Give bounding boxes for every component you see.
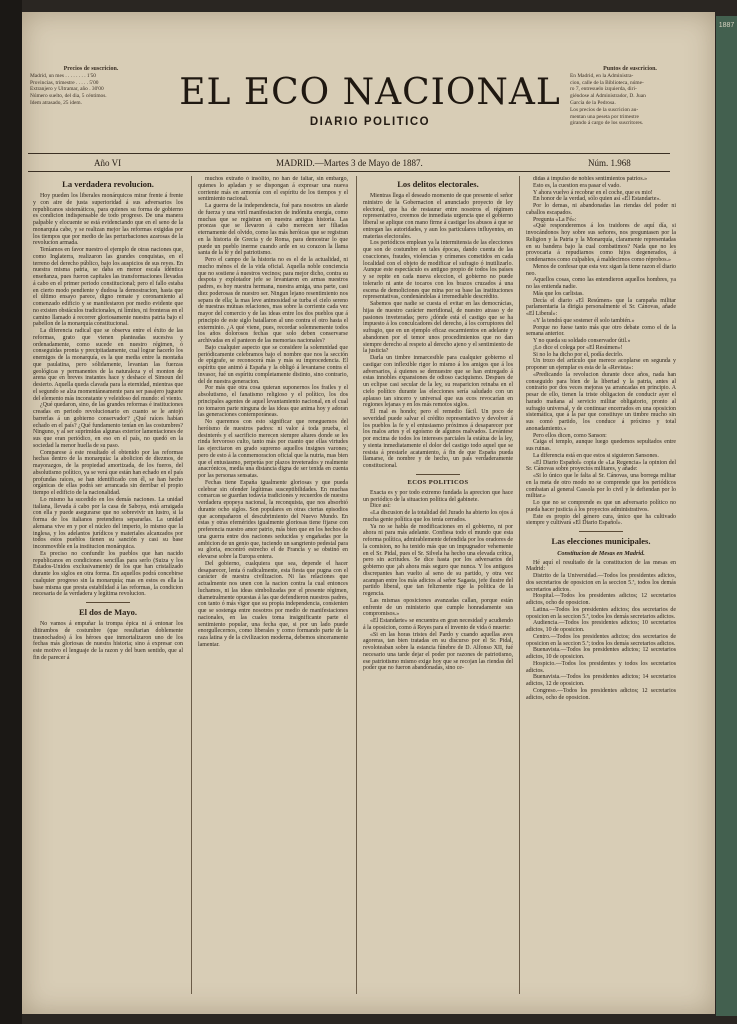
dateline-bar bbox=[28, 157, 670, 169]
subscription-line: Idem atrasado, 25 idem. bbox=[30, 99, 82, 106]
article-paragraph: Buenavista.—Todos los presidentes adictos; 12 secretarios adictos, 10 de oposicion. bbox=[526, 647, 676, 660]
column-4 bbox=[526, 176, 676, 996]
article-paragraph: Si no lo ha dicho por el, podía decirlo. bbox=[533, 351, 624, 358]
subscription-line: ro 7, entresuelo izquierda, diri- bbox=[570, 86, 637, 93]
article-paragraph: Distrito de la Universidad.—Todos los presidentes adictos, dos secretarios de oposicion en la seccion 5.ª, todos los demás secretarios adictos. bbox=[526, 573, 676, 593]
article-paragraph: No vamos á empuñar la trompa épica ni á entonar los ditirambos de costumbre (que resultarian doblemente trasnochados) á los héroes que inmortalizaron uno de los fechas más gloriosas de nuestra historia; sino á expresar con este motivo el lenguaje de la razon y del buen sentido, que al fin de parecer á bbox=[33, 621, 183, 661]
article-paragraph: Comparese á este resultado el obtenido por las reformas hechas dentro de la monarquía: la abolicion de diezmos, de mayorazgos, de la propiedad amortizada, de los fueros, del absolutismo político, ya se verá que están han echado en el país profundas raíces, se han identificado con él, se han hecho orgánicas de ellas podrá ser arrancada sin derribar el propio tiempo el edificio de la nacionalidad. bbox=[33, 449, 183, 496]
column-separator bbox=[356, 176, 357, 994]
article-paragraph: «El Estandarte» se encuentra en gran necesidad y acudiendo á la oposicion, como á Reyes para el invento de vida ó muerte: bbox=[363, 618, 513, 631]
headline-verdadera-revolucion: La verdadera revolucion. bbox=[62, 179, 154, 189]
subscription-points bbox=[570, 66, 690, 127]
newspaper-subtitle: DIARIO POLITICO bbox=[309, 116, 431, 128]
masthead-rule-top bbox=[28, 153, 670, 154]
article-paragraph: «Predicando la revolucion durante doce años, nada han conseguido para bien de la libertad y la patria, antes al contrario por dos veces mejoras ya arrancadas en principio. A pesar de ello, tienen la triste obligacion de conducir ayer el harado mañana al servicio militar obligatorio, pronto al sufragio universal, y de continuar encerrados en una oposicion sistemática, que á la par que constituye un timbre mucho sin sus comó partido, los conduce á próximo y total anonadamiento.» bbox=[526, 371, 676, 432]
subscription-line: giéndose al Administrador, D. Juan bbox=[570, 93, 646, 100]
subscription-line: Extranjero y Ultramar, año . 30'00 bbox=[30, 86, 104, 93]
article-paragraph: Hospicio.—Todos los presidentes y todos los secretarios adictos. bbox=[526, 660, 676, 674]
article-paragraph: No queremos con esto significar que reneguemos del heróismo de nuestros padres: ni valor á toda prueba, el desinterés y el sacrificio merecen siempre altares donde se les rinda fervoroso culto, tanto más por cuanto que ellas virtudes las ejercitaron en grado supremo aquellos insignes varones; pero de esto á la conmemoracion oficial que la nutria, mas bien que el entusiasmo, perpetúa por plazos inveterados y realmente anacrónicos, media una distancia digna de ser tenida en cuenta por las personas sensatas. bbox=[198, 419, 348, 479]
article-divider bbox=[416, 474, 460, 475]
article-paragraph: Decía el diario «El Resúmen» que la campaña militar parlamentaria la dirigía personalmente el Sr. Cánovas, añade «El Liberal»: bbox=[526, 297, 676, 317]
article-paragraph: Mientras llega el deseado momento de que presente el señor ministro de la Gobernacion el anunciado proyecto de ley electoral, que ha de restaurar entre nosotros el régimen representativo, creemos de inmediata urgencia que el gobierno liberal se aplique con mano firme á castigar los abusos á que se entregan las autoridades, y aun los particulares influyentes, en materias electorales. bbox=[363, 193, 513, 240]
article-paragraph: Latina.—Todos los presidentes adictos; dos secretarios de oposicion en la seccion 5.ª, todos los demás secretarios adictos. bbox=[526, 606, 676, 620]
headline-delitos-electorales: Los delitos electorales. bbox=[397, 179, 479, 189]
article-paragraph: «Si lo único que le falta al Sr. Cánovas, una borrega militar en la meta de otro modo no se comprende que los periódicos combatan al general Cassola por lo civil y le defiendan por lo militar.» bbox=[526, 473, 676, 500]
article-paragraph: Los periódicos emplean ya la intermitensia de las elecciones que son de costumbre en tales épocas, dando cuenta de las coacciones, fraudes, violencias y crímenes cometidos en cada localidad con el objeto de modificar el sufragio ó inutilizarlo. Aunque este espectáculo es antiguo propio de todos los países y se repite en cada nueva eleccion, el gobierno no puede tolerarlo ni ante de tocaros con los brazos cruzados á una escena de demoliciones que mina por su base las instituciones representativas, condenándolas á irremediable descrédito. bbox=[363, 240, 513, 301]
subscription-line: Los precios de la suscricion au- bbox=[570, 106, 639, 113]
article-paragraph: Lo que no se comprende es que un adversario político no pueda hacer justicia á los proyectos administrativos. bbox=[526, 500, 676, 513]
article-paragraph: Dice así: bbox=[370, 503, 391, 510]
article-paragraph: Exacta es y por todo extremo fundada la aprecion que hace un periódico de la situacion política del gabinete. bbox=[363, 489, 513, 503]
article-paragraph: Darla un timbre inmarcesible para cualquier gobierno el castigar con inflexible rigor lo mismo á los amigos que á los adversarios, á quienes se demuestre que se han entregado á estas innobles expansiones de odioso caciquismo. Despues de un eclipse casi secular de la ley, su reaparicion reinaba en el cielo político durante las elecciones sería saludado con un aplauso tan sincero y universal que sus ecos revocarían en regiones lejanas y en los más remotos siglos. bbox=[363, 355, 513, 409]
year-label: Año VI bbox=[94, 158, 122, 168]
subscription-prices-title: Precios de suscricion. bbox=[63, 66, 119, 72]
article-paragraph: Por más que otra cosa quieran suponernos los frailes y el absolutismo, el fanatismo religioso y el político, los dos principales agentes de aquel levantamiento nacional, en el cual no tomaron parte ninguna de las ideas que anima hoy y adoran las generaciones contemporáneas. bbox=[198, 385, 348, 419]
article-paragraph: didas á impulso de nobles sentimientos patrios.» bbox=[533, 176, 648, 182]
article-divider bbox=[579, 531, 623, 532]
article-paragraph: Sabemos que nadie se cuesta el evitar en las democrácias, hijas de nuestro carácter meridional, de nuestro atraso y de pasiones inveteradas; pero ¿dónde está el castigo que se ha impuesto á los conculcadores del derecho, á los corruptores del sufragio, que en un ejemplo eficaz escarmientos en adelante y abandonen por el temor unos procedimientos que no dan siempre derecho al respeto al derecho ajeno y el sentimiento de la justicia? bbox=[363, 301, 513, 355]
article-paragraph: Hoy pueden los liberales monárquicos mirar frente á frente y con aire de justa superioridad á sus adversarios los republicanos sistemáticos, para quienes su forma de gobierno es condicion indispensable de todo progreso. De una manera palpable y elocuente se está evidenciando que en el seno de la monarquía cabe, y se realizan mejor las reformas exigidas por los tiempos que por medio de las perturbaciones azarosas de la revolucion armada. bbox=[33, 193, 183, 247]
subscription-line: García de la Pedrosa. bbox=[570, 99, 616, 106]
masthead-rule-bottom bbox=[28, 171, 670, 172]
article-paragraph: «Si en las horas tristes del Pardo y cuando aquellas aves agoreras, tan bien tratadas en su discurso por el Sr. Pidal, revoloteaban sobre la estancia fúnebre de D. Alfonso XII, fué necesario una tarde dejar el poder por razones de patriotismo, ese patriotismo mismo exige hoy que se recojan las riendas del poder que no fueron abandonadas, sino ce- bbox=[363, 631, 513, 672]
column-separator bbox=[191, 176, 192, 994]
article-paragraph: «La discusion de la totalidad del Jurado ha abierto los ojos á mucha gente política que los tenía cerrados. bbox=[363, 510, 513, 523]
issue-date: MADRID.—Martes 3 de Mayo de 1887. bbox=[276, 158, 423, 168]
article-paragraph: Hé aquí el resultado de la constitucion de las mesas en Madrid: bbox=[526, 559, 676, 573]
subscription-line: girando á cargo de los suscritores. bbox=[570, 120, 644, 127]
column-separator bbox=[519, 176, 520, 994]
headline-dos-de-mayo: El dos de Mayo. bbox=[78, 607, 138, 617]
subscription-line: Número suelto, del dia, 5 céntimos. bbox=[30, 93, 107, 100]
article-paragraph: La guerra de la independencia, fué para nosotros un alarde de fuerza y una viril manifestacion de indómita energía, como muchas que se registran en nuestra antigua historia. Las proezas que se llevaron á cabo merecen ser filiadas eternamente del olvido, como las más heróicas que se registran en la historia de Grecia y de Roma, para demostrar lo que puede un pueblo inerme cuando arde en su corazon la llama santa de la fé y del patriotismo. bbox=[198, 203, 348, 257]
article-paragraph: Es preciso no confundir los pueblos que han nacido republicanos en condiciones sencillas para serlo (Suiza y los Estados-Unidos exclusivamente) de los que han cristalizado durante los siglos en otra forma. En aquellos podrá concebirse cualquier progreso sin la monarquía; mas en estos es ella la base misma que presta estabilidad á las reformas, la condicion necesaria de la verdadera y legítima revolucion. bbox=[33, 550, 183, 598]
article-paragraph: La diferencia radical que se observa entre el éxito de las reformas, grato que vienen planteadas sucesiva y ordenadamente, como sucede en nuestro régimen, ó conseguidas pronta y precipitadamente, cual lograr hacerlo los enemigos de la monarquía, es la que media entre la montaña que paulatina, pero sólidamente, levantan las fuerzas geológicas y permanentes de la naturaleza y el monton de arena que en breves instantes hace y deshace el Simoun del desierto. Aquella queda clavada para la eternidad, mientras que el segundo se alza momentáneamente para ser pasajero juguete del elemento más inconstante y veleidoso del mundo: el viento. bbox=[33, 328, 183, 402]
subscription-line: mentan una peseta por trimestre bbox=[570, 113, 639, 120]
article-paragraph: Menos de confesar que esta vez sigan la tiene razon el diario neo. bbox=[526, 263, 676, 277]
article-paragraph: Y no queda su soldado conservador útil.» bbox=[533, 338, 631, 344]
article-paragraph: «Y la tendrá que sostener él solo también.» bbox=[533, 317, 635, 324]
article-paragraph: Aquellos cosas, como las entendieron aquellos hombres, ya no las entienda nadie. bbox=[526, 277, 676, 290]
article-paragraph: Hospital.—Todos los presidentes adictos; 12 secretarios adictos, ocho de oposicion. bbox=[526, 593, 676, 606]
article-paragraph: Teníamos en favor nuestro el ejemplo de otras naciones que, como Inglaterra, realizaron las grandes conquistas, en el terreno del derecho público, bajo los auspicios de sus reyes. En nuestra misma patria, se daba en menor escala idéntica enseñanza, pues fueron capitales las transformaciones llevadas á cabo en el primer periodo constitucional; pero el fallo estaba en cierto modo pendiente y dudosa la demostracion, hasta que el último ensayo parece, digno remate y coronamiento al comenzado edificio y se manifestaron por medio evidente que no existen obstáculos tradicionales, ni límites, ni fronteras en el camino llamado á recorrer gloriosamente nuestra patria bajo el pabellon de la monarquía constitucional. bbox=[33, 247, 183, 328]
archive-tab bbox=[716, 16, 737, 1016]
article-paragraph: Las mismas oposiciones avanzadas callan, porque están enfrente de un ministerio que cumple honradamente sus compromisos.» bbox=[363, 597, 513, 618]
article-paragraph: Congreso.—Todos los presidentes adictos; 12 secretarios adictos, ocho de oposicion. bbox=[526, 687, 676, 701]
subscription-points-title: Puntos de suscricion. bbox=[603, 66, 657, 72]
article-paragraph: Pero ellos dicen, como Sanson: bbox=[533, 432, 607, 439]
article-paragraph: Pero el campo de la historia no es el de la actualidad, ni mucho ménos el de la vida oficial. Aquella noble conciencia que no sostiene á nuestros vecinos; para mejor dicho, contra su despota y explotador jefe se levantaron en armas nuestros padres, es hoy nuestra hermana, nuestra amiga, una parte, casi diez poderosas de nuestro ser. Ningun lejano resentimiento nos separa de ella; la mas leve animosidad se turba el cielo sereno de nuestras mútuas relaciones, mas sobre la corriente cada vez mayor del comercio y de las ideas entre los dos pueblos que á principio de este siglo batallaron al uno contra el otro hasta el exterminio. ¿A qué viene, pues, recordar solemnemente todos los años dolorosos fechas que solo deben conservarse archivadas en el panteon de las memorias nacionales? bbox=[198, 257, 348, 344]
article-paragraph: Ya no se habla de modificaciones en el gobierno, ni por ahora ni para más adelante. Confiesa todo el mundo que esta reforma política, admirablemente defendida por los oradores de la comision, no ha tenido más que un impugnador vehemente en el Sr. Pidal, pues el Sr. Silvela ha hecho una elevada crítica, pero sin acritudes. Se dice hasta por los adversarios del gobierno que ¡ah ahora más seguro que nunca. Y los antiguos discrepantes han vuelto al seno de su partido, y otra vez acampan entre los más adictos al señor Sagasta, jefe ilustre del partido liberal, que tan felizmente rige la política de la regencia. bbox=[363, 523, 513, 597]
subscription-line: cion, calle de la Biblioteca, núme- bbox=[570, 79, 644, 86]
article-paragraph: Del gobierno, cualquiera que sea, depende el hacer desaparecer, lenta ó radicalmente, esta fiesta que pugna con el carácter de nuestra civilizacion. Ni las relaciones que actualmente nos unen con la nacion contra la cual entonces luchamos, ni las ideas simbolizadas por el presente régimen, diametralmente opuestas á las que defendieron nuestros padres, con tanto ó más vigor que su propia independencia, consienten que se sostenga entre nosotros por medio de manifestaciones nacionales, en las cuales toma insignificante parte el sentimiento popular, una fecha que, si por un lado puede enorgullecernos, como liberales y como formando parte de la raza latina y de la civilizacion moderna, debemos sinceramente lamentar. bbox=[198, 560, 348, 648]
article-paragraph: Y ahora vuelvo á recobrar en el coche, que es mio! bbox=[533, 189, 653, 196]
article-paragraph: Porque no fuese tanto más que otro debate como el de la semana anterior. bbox=[526, 324, 676, 338]
article-paragraph: Este es propio del género cura, único que ha cultivado siempre y cultivará «El Diario Español». bbox=[526, 513, 676, 527]
article-paragraph: «Qué responderemos á los traidores de aquí día, si invocándonos hoy sobre sus señores, nos preguntasen por la Religion y la Patria y la Monarquía, claramente representadas en su bandera bajo la cual combatimos? Nada que no les provocaria á repudiarnos como hijos degenerados, á condenarnos como culpables, á maldecirnos como réprobos.» bbox=[526, 223, 676, 263]
article-paragraph: En honor de la verdad, sólo quien así «El Estandarte». bbox=[533, 196, 661, 203]
headline-ecos-politicos: ECOS POLITICOS bbox=[407, 478, 469, 486]
article-paragraph: Por lo demas, ni abandonadas las riendas del poder ni caballos escapados. bbox=[526, 203, 676, 216]
article-paragraph: Más que los carlistas. bbox=[533, 290, 584, 297]
article-paragraph: La diferencia está en que estos si siguieron Sansones. bbox=[533, 452, 659, 459]
subheadline-constitucion-mesas: Constitucion de Mesas en Madrid. bbox=[557, 550, 645, 557]
subscription-line: Madrid, un mes . . . . . . . . 1'50 bbox=[30, 72, 96, 79]
column-1 bbox=[33, 176, 183, 996]
headline-elecciones-municipales: Las elecciones municipales. bbox=[551, 536, 651, 546]
book-spine bbox=[0, 0, 22, 1024]
archive-tab-label: 1887 bbox=[718, 22, 735, 29]
article-paragraph: ¡Lo dice el colega por «El Resúmen»! bbox=[533, 344, 623, 351]
issue-number: Núm. 1.968 bbox=[588, 158, 631, 168]
article-paragraph: Caiga el templo, aunque luego quedemos sepultados entre sus ruinas. bbox=[526, 439, 676, 452]
article-paragraph: Fechas tiene España igualmente gloriosas y que pueda celebrar sin ofender legítimas susceptibilidades. En muchas comarcas se guardan todavía tradiciones y recuerdos de nuestra verdadera epopeya nacional, la reconquista, que nos absorbió durante ocho siglos. Son populares en otras ciertas episodios que acompañaron el descubrimiento del Nuevo Mundo. En estas y otras efemérides igualmente gloriosas tiene fijarse con preferencia nuestro amor patrio, más bien que en los hechos de una guerra entre dos naciones seducidas y engañadas por la ambicion de un genio que, tuciendo un sangriento pedestal para su gloria, encontró estrecho el de Francia y se obstinó en elevarse sobre la Europa entera. bbox=[198, 479, 348, 560]
article-paragraph: muchos extraño ó insólito, no han de faltar, sin embargo, quienes lo apladan y se dispongan á expresar una nueva corriente más en armonía con el espíritu de los tiempos y el sentimiento nacional. bbox=[198, 176, 348, 203]
article-paragraph: Centro.—Todos los presidentes adictos; dos secretarios de oposicion en la seccion 5.ª; todos los demás secretarios adictos. bbox=[526, 633, 676, 647]
article-paragraph: «El Diario Español» copia de «La Regencia» la opinion del Sr. Cánovas sobre proyectos militares, y añade: bbox=[526, 459, 676, 473]
article-paragraph: Pregunta «La Fé»: bbox=[533, 216, 577, 223]
subscription-line: En Madrid, en la Administra- bbox=[570, 72, 634, 79]
article-paragraph: Buenavista.—Todos los presidentes adictos; 14 secretarios adictos, 12 de oposicion. bbox=[526, 674, 676, 687]
article-paragraph: El mal es hondo; pero el remedio fácil. Un poco de severidad puede salvar el crédito representativo y devolver á los pueblos la fe y el entusiasmo próximos á desaparecer por los malos artes y el egoísmo de algunos malvados. Levántese por encima de todos los intereses parciales la estátua de la ley, y sienta inmediatamente el dolor del castigo todo aquel que se resista á prestarle acatamiento, á fin de que España pueda llamarse, de nombre y de hecho, un país verdaderamente constitucional. bbox=[363, 409, 513, 469]
subscription-line: Provincias, trimestre . . . . . 5'00 bbox=[30, 79, 99, 86]
article-paragraph: ¿Qué quedaron, sino, de las grandes reformas é instituciones creadas en periodo revolucionario en cuanto se le antojó barrerlas á un gobierno conservador? ¿Qué raíces habían echado en el país? ¿Qué fundamento tenían en las costumbres? Ninguno, y al ser suprimidas algunas exterior lamentaciones de sus que eran periódico, en eso en el país, no quedó en la sociedad la menor huella de su paso. bbox=[33, 402, 183, 449]
column-2 bbox=[198, 176, 348, 996]
article-paragraph: Bajo cualquier aspecto que se considere la solemnidad que periódicamente celebramos bajo el nombre que nos la sección de epígrafe, se reconocerá más y más su improcedencia. El espíritu que animó á España y la obligó á levantarse contra el invasor, fué un espíritu completamente distinto, sino contrario, del de nuestra generacion. bbox=[198, 344, 348, 385]
column-3 bbox=[363, 176, 513, 996]
article-paragraph: Lo mismo ha sucedido en los demás naciones. La unidad italiana, llevada á cabo por la casa de Saboya, está arraigada con ella y puede asegurarse que no sobrevivir un lustro, si la forma de los italianos pretendiera separarlas. La unidad alemana vive en y por el núcleo del imperio, lo mismo que la inglesa, y los adelantos jurídicos y materiales alcanzados por todos estos pueblos tienen su sanción y casi su base inconmovible en la institucion monárquica. bbox=[33, 496, 183, 550]
article-paragraph: Audiencia.—Todos los presidentes adictos; 10 secretarios adictos, 10 de oposicion. bbox=[526, 620, 676, 633]
newspaper-title: EL ECO NACIONAL bbox=[179, 72, 561, 113]
article-paragraph: Un trozo del artículo que merece acoplarse en segunda y proponer un ejemplar es esta de la «Revista»: bbox=[526, 358, 676, 371]
article-paragraph: Esto es, la cuestion era pasar el vado. bbox=[533, 182, 621, 189]
article-divider bbox=[86, 602, 130, 603]
